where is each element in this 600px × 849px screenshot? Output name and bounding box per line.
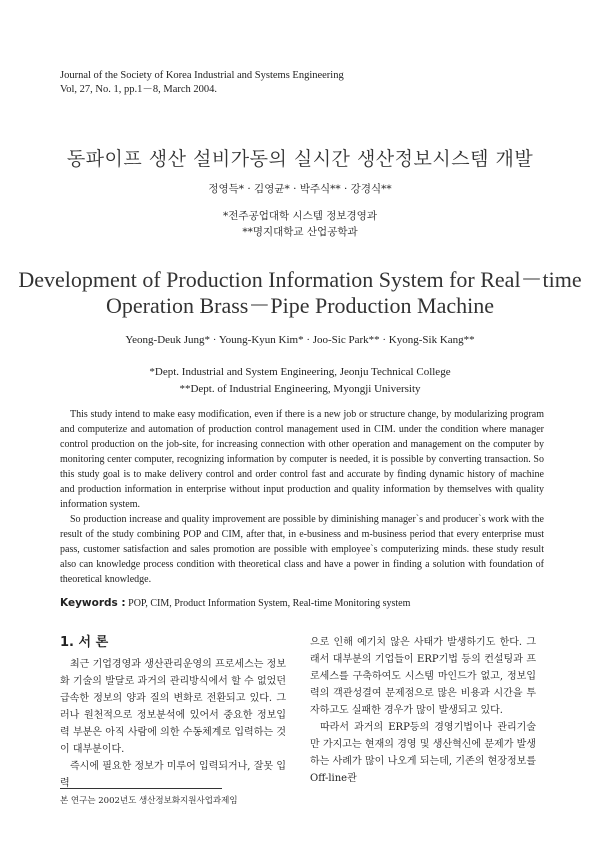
body-column-right xyxy=(310,634,536,787)
footnote: 본 연구는 2002년도 생산정보화지원사업과제임 xyxy=(60,796,238,806)
journal-name: Journal of the Society of Korea Industrial and Systems Engineering xyxy=(60,70,344,81)
korean-affiliation-1: *전주공업대학 시스템 정보경영과 xyxy=(223,210,377,222)
abstract-paragraph-1: This study intend to make easy modification, even if there is a new job or structure change, by modularizing program and computerize and automation of production control management used in CIM. under the condition where manager control production on the job-site, for increasing connection with other operation and management on the computer by monitoring center computer, recognizing information by computer is needed, it is possible by converting transaction. So this study goal is to make delivery control and order control fast and accurate by finding dynamic history of machine and production information in enterprise without input production and quality information by themselves with quality information system. xyxy=(60,409,544,510)
english-title-line-2: Operation Brass－Pipe Production Machine xyxy=(106,293,494,318)
journal-header xyxy=(60,69,344,97)
korean-authors: 정영득* · 김영균* · 박주식** · 강경식** xyxy=(208,183,392,195)
section-heading-introduction: 1. 서 론 xyxy=(60,635,109,650)
journal-volume: Vol, 27, No. 1, pp.1－8, March 2004. xyxy=(60,84,218,95)
abstract xyxy=(60,407,544,587)
body-right-paragraph-2: 따라서 과거의 ERP등의 경영기법이나 관리기술만 가지고는 현재의 경영 및 생산혁신에 문제가 발생하는 사례가 많이 나오게 되는데, 기존의 현장정보를 Off-line관 xyxy=(310,722,536,784)
body-left-paragraph-1: 최근 기업경영과 생산관리운영의 프로세스는 정보화 기술의 발달로 과거의 관리방식에서 할 수 없었던 급속한 정보의 양과 질의 변화로 전환되고 있다. 그러나 원천적으로 정보분석에 있어서 중요한 정보입력 부분은 아직 사람에 의한 수동체계로 입력하는 것이 대부분이다. xyxy=(60,659,286,755)
english-title xyxy=(0,267,600,319)
footnote-divider xyxy=(60,788,222,789)
abstract-paragraph-2: So production increase and quality improvement are possible by diminishing manager`s and producer`s work with the result of the study combining POP and CIM, after that, in e-business and m-business period that every enterprise must pass, customer satisfaction and sales promotion are possible with employee`s computerizing minds. these study result also can knowledge process condition with theoretical class and have a power in finding a solution with foundation of theoretical knowledge. xyxy=(60,514,544,585)
korean-affiliations xyxy=(0,208,600,240)
english-affiliation-2: **Dept. of Industrial Engineering, Myongji University xyxy=(179,383,421,395)
korean-affiliation-2: **명지대학교 산업공학과 xyxy=(242,226,358,238)
english-affiliation-1: *Dept. Industrial and System Engineering, Jeonju Technical College xyxy=(149,366,451,378)
keywords-text: POP, CIM, Product Information System, Real-time Monitoring system xyxy=(125,598,411,609)
english-affiliations xyxy=(0,364,600,398)
english-title-line-1: Development of Production Information System for Real－time xyxy=(18,267,582,292)
english-authors: Yeong-Deuk Jung* · Young-Kyun Kim* · Joo-Sic Park** · Kyong-Sik Kang** xyxy=(125,334,475,346)
keywords-label: Keywords : xyxy=(60,597,126,609)
body-column-left xyxy=(60,656,286,792)
body-left-paragraph-2: 즉시에 필요한 정보가 미루어 입력되거나, 잘못 입력 xyxy=(60,761,286,789)
korean-title: 동파이프 생산 설비가동의 실시간 생산정보시스템 개발 xyxy=(66,148,534,170)
body-right-paragraph-1: 으로 인해 예기치 않은 사태가 발생하기도 한다. 그래서 대부분의 기업들이 ERP기법 등의 컨설팅과 프로세스를 구축하여도 시스템 마인드가 없고, 정보입력의 객관성결여 문제점으로 많은 비용과 시간을 투자하고도 실패한 경우가 많이 발생되고 있다. xyxy=(310,637,536,716)
keywords xyxy=(60,597,410,609)
